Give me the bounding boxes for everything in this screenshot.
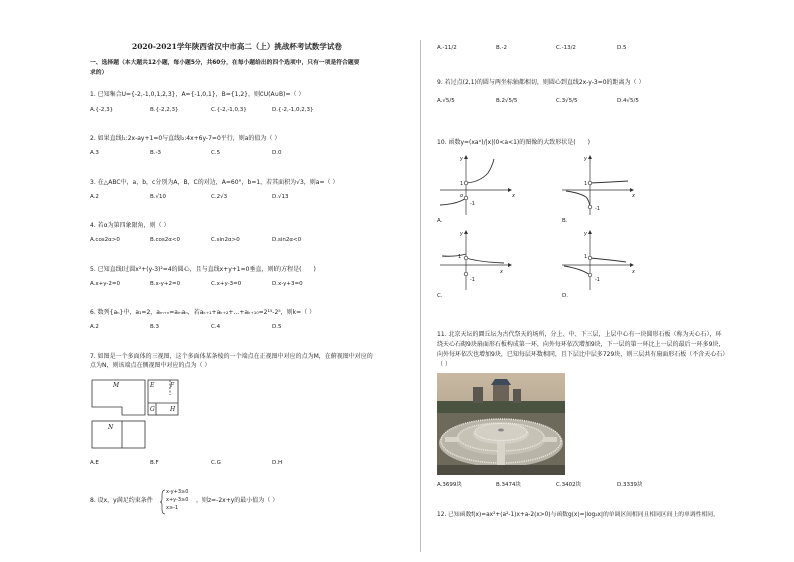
q7-option-d[interactable]: D.H — [272, 460, 283, 466]
question-11-cont-3: （ ） — [437, 361, 451, 368]
q5-option-b[interactable]: B.x-y+2=0 — [150, 281, 181, 287]
question-8-tail: ，则z=-2x+y的最小值为（ ） — [196, 497, 279, 504]
graph-d-neg-one: -1 — [595, 277, 600, 283]
graph-c-y: y — [460, 231, 463, 237]
graph-a-neg-one: -1 — [470, 201, 475, 207]
label-g: G — [150, 406, 155, 413]
label-m: M — [113, 382, 120, 389]
graph-c-neg-one: -1 — [470, 277, 475, 283]
question-5: 5. 已知直线l过圆x²+(y-3)²=4的圆心，且与直线x+y+1=0垂直，则l的方程是( ) — [90, 266, 316, 273]
curve-c-right — [466, 258, 504, 263]
question-11: 11. 北京天坛的圜丘坛为古代祭天的场所，分上、中、下三层，上层中心有一块圆形石板（称为天心石），环 — [437, 331, 722, 338]
label-e: E — [150, 382, 155, 389]
curve-d-left — [564, 266, 590, 275]
question-4: 4. 若α为第四象限角，则（ ） — [90, 222, 170, 229]
q9-option-d[interactable]: D.4√5/5 — [617, 98, 639, 104]
q9-option-a[interactable]: A.√5/5 — [437, 98, 455, 104]
question-6: 6. 数列{aₙ}中，a₁=2，aₘ₊ₙ=aₘaₙ，若aₖ₊₁+aₖ₊₂+…+aₖ₊₁₀=2¹⁵-2⁵，则k=（ ） — [90, 309, 316, 316]
curve-b-left — [566, 191, 590, 207]
q6-option-a[interactable]: A.2 — [90, 324, 99, 330]
q7-option-b[interactable]: B.F — [150, 460, 159, 466]
q10-option-a[interactable]: A. — [437, 218, 443, 224]
curve-b-right — [590, 181, 628, 183]
q7-option-c[interactable]: C.G — [211, 460, 221, 466]
top-view-outline — [92, 421, 145, 448]
q3-option-b[interactable]: B.√10 — [150, 194, 167, 200]
graph-a-one: 1 — [460, 181, 464, 187]
graph-b-one: 1 — [584, 181, 588, 187]
question-1: 1. 已知集合U={-2,-1,0,1,2,3}，A={-1,0,1}，B={1,2}，则∁U(A∪B)=（ ） — [90, 91, 305, 98]
label-h: H — [170, 406, 176, 413]
q10-option-d[interactable]: D. — [562, 293, 568, 299]
q2-option-a[interactable]: A.3 — [90, 150, 99, 156]
question-9: 9. 若过点(2,1)的圆与两坐标轴都相切，则圆心到直线2x-y-3=0的距离为（ ） — [437, 79, 645, 86]
q1-option-d[interactable]: D.{-2,-1,0,2,3} — [272, 107, 314, 113]
question-12: 12. 已知函数f(x)=ax²+(a²-1)x+a-2(x>0)与函数g(x)=|log₂x|的单调区间相同且相同区间上的单调性相同， — [437, 512, 719, 518]
label-n: N — [108, 424, 114, 431]
graph-a-x: x — [512, 193, 515, 199]
q3-option-c[interactable]: C.2√3 — [211, 194, 228, 200]
graph-c — [440, 230, 520, 290]
q1-option-b[interactable]: B.{-2,2,3} — [150, 107, 179, 113]
graph-d-y: y — [584, 231, 587, 237]
q5-option-a[interactable]: A.x+y-2=0 — [90, 281, 121, 287]
q6-option-b[interactable]: B.3 — [150, 324, 160, 330]
q4-option-b[interactable]: B.cos2α<0 — [150, 237, 181, 243]
q1-option-a[interactable]: A.{-2,3} — [90, 107, 114, 113]
q4-option-c[interactable]: C.sin2α>0 — [211, 237, 240, 243]
graph-b — [562, 155, 642, 215]
curve-d-right — [590, 258, 626, 262]
q5-option-d[interactable]: D.x-y+3=0 — [272, 281, 303, 287]
q9-option-c[interactable]: C.3√5/5 — [556, 98, 578, 104]
question-8: 8. 设x，y满足约束条件 — [90, 497, 153, 504]
q8-option-c[interactable]: C.-13/2 — [556, 45, 576, 51]
q6-option-d[interactable]: D.5 — [272, 324, 282, 330]
constraint-1: x-y+3≥0 — [166, 489, 189, 495]
question-7-cont: 点为N，则该端点在侧视图中对应的点为（ ） — [90, 362, 211, 369]
graph-d-one: 1 — [584, 254, 588, 260]
question-10: 10. 函数y=(xaˣ)/|x|(0<a<1)的图像的大致形状是( ) — [437, 139, 590, 146]
constraint-2: x+y-3≥0 — [166, 497, 189, 503]
graph-d — [562, 230, 642, 290]
q2-option-d[interactable]: D.0 — [272, 150, 282, 156]
q3-option-d[interactable]: D.√13 — [272, 194, 289, 200]
q1-option-c[interactable]: C.{-2,-1,0,3} — [211, 107, 247, 113]
graph-c-one: 1 — [458, 254, 462, 260]
curve-c-left — [442, 254, 466, 256]
q2-option-c[interactable]: C.5 — [211, 150, 221, 156]
label-f: F — [170, 382, 175, 389]
q10-option-b[interactable]: B. — [562, 218, 568, 224]
q3-option-a[interactable]: A.2 — [90, 194, 99, 200]
q11-option-d[interactable]: D.3339块 — [617, 482, 643, 488]
section-heading-cont: 求的） — [90, 70, 108, 76]
question-3: 3. 在△ABC中，a，b，c分别为A，B，C的对边，A=60°，b=1，若其面积为√3，则a=（ ） — [90, 179, 339, 186]
q8-option-b[interactable]: B.-2 — [496, 45, 508, 51]
temple-of-heaven-photo — [437, 373, 565, 475]
section-heading: 一、选择题（本大题共12小题，每小题5分，共60分，在每小题给出的四个选项中，只有一项是符合题要 — [90, 60, 360, 66]
q11-option-a[interactable]: A.3699块 — [437, 482, 462, 488]
graph-b-neg-one: -1 — [595, 206, 600, 212]
graph-a — [440, 155, 520, 215]
column-divider — [420, 40, 421, 552]
constraint-3: x≥-1 — [166, 505, 179, 511]
graph-a-o: o — [460, 193, 464, 199]
question-7: 7. 如图是一个多面体的三视图，这个多面体某条棱的一个端点在正视图中对应的点为M，在俯视图中对应的 — [90, 353, 373, 360]
q11-option-c[interactable]: C.3402块 — [556, 482, 582, 488]
graph-a-y: y — [460, 156, 463, 162]
q10-option-c[interactable]: C. — [437, 293, 443, 299]
curve-a-right — [466, 159, 494, 183]
q7-option-a[interactable]: A.E — [90, 460, 99, 466]
q8-option-d[interactable]: D.5 — [617, 45, 627, 51]
graph-b-x: x — [632, 193, 635, 199]
q9-option-b[interactable]: B.2√5/5 — [496, 98, 518, 104]
question-11-cont-1: 绕天心石砌9块扇面形石板构成第一环，向外每环依次增加9块，下一层的第一环比上一层的最后一环多9块， — [437, 341, 725, 348]
graph-c-x: x — [500, 269, 503, 275]
page-title: 2020-2021学年陕西省汉中市高二（上）挑战杯考试数学试卷 — [132, 42, 342, 51]
q4-option-d[interactable]: D.sin2α<0 — [272, 237, 302, 243]
graph-b-y: y — [584, 156, 587, 162]
graph-d-x: x — [632, 269, 635, 275]
question-11-cont-2: 向外每环依次也增加9块，已知每层环数相同，且下层比中层多729块，则三层共有扇面形石板（不含天心石） — [437, 351, 729, 358]
q4-option-a[interactable]: A.cos2α>0 — [90, 237, 120, 243]
q5-option-c[interactable]: C.x+y-3=0 — [211, 281, 242, 287]
q8-option-a[interactable]: A.-11/2 — [437, 45, 457, 51]
q11-option-b[interactable]: B.3474块 — [496, 482, 522, 488]
q6-option-c[interactable]: C.4 — [211, 324, 221, 330]
question-2: 2. 如果直线l₁:2x-ay+1=0与直线l₂:4x+6y-7=0平行，则a的值为（ ） — [90, 135, 281, 142]
q2-option-b[interactable]: B.-3 — [150, 150, 162, 156]
